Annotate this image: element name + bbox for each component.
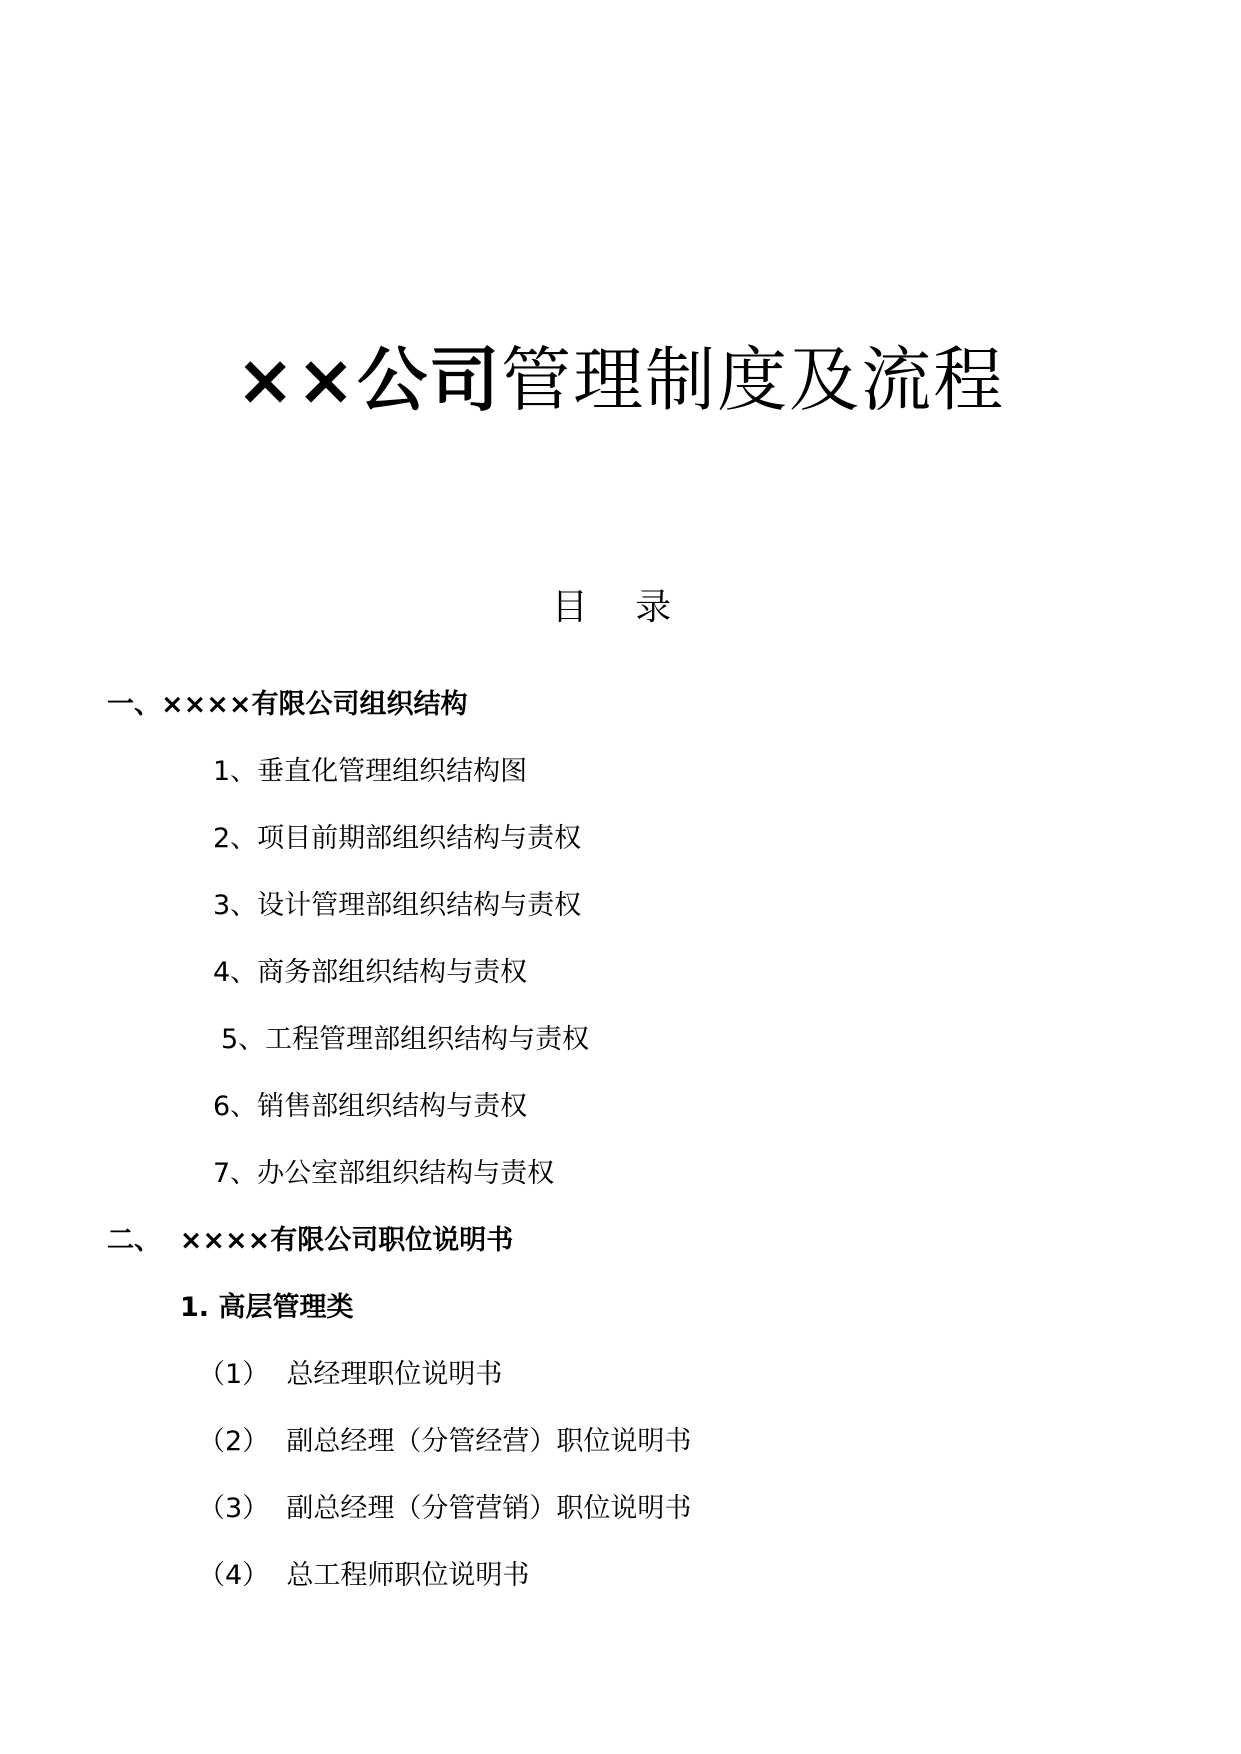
toc-section-1-title: 一、××××有限公司组织结构 <box>107 689 468 720</box>
toc-item: 7、办公室部组织结构与责权 <box>213 1158 555 1189</box>
document-title-company: ××公司 <box>235 339 502 421</box>
toc-item: （4） 总工程师职位说明书 <box>198 1560 530 1591</box>
toc-item: （1） 总经理职位说明书 <box>198 1359 503 1390</box>
toc-item: 5、工程管理部组织结构与责权 <box>221 1024 590 1055</box>
toc-item: 2、项目前期部组织结构与责权 <box>213 823 582 854</box>
toc-heading: 目 录 <box>551 587 690 628</box>
document-title-subject: 管理制度及流程 <box>501 339 1006 421</box>
toc-item: （2） 副总经理（分管经营）职位说明书 <box>198 1426 692 1457</box>
toc-item: 3、设计管理部组织结构与责权 <box>213 890 582 921</box>
toc-item: （3） 副总经理（分管营销）职位说明书 <box>198 1493 692 1524</box>
toc-subsection-title: 1. 高层管理类 <box>180 1292 354 1323</box>
toc-item: 4、商务部组织结构与责权 <box>213 957 528 988</box>
toc-item: 1、垂直化管理组织结构图 <box>213 756 528 787</box>
toc-section-2-title: 二、 ××××有限公司职位说明书 <box>107 1225 514 1256</box>
toc-item: 6、销售部组织结构与责权 <box>213 1091 528 1122</box>
document-title <box>0 338 1241 422</box>
